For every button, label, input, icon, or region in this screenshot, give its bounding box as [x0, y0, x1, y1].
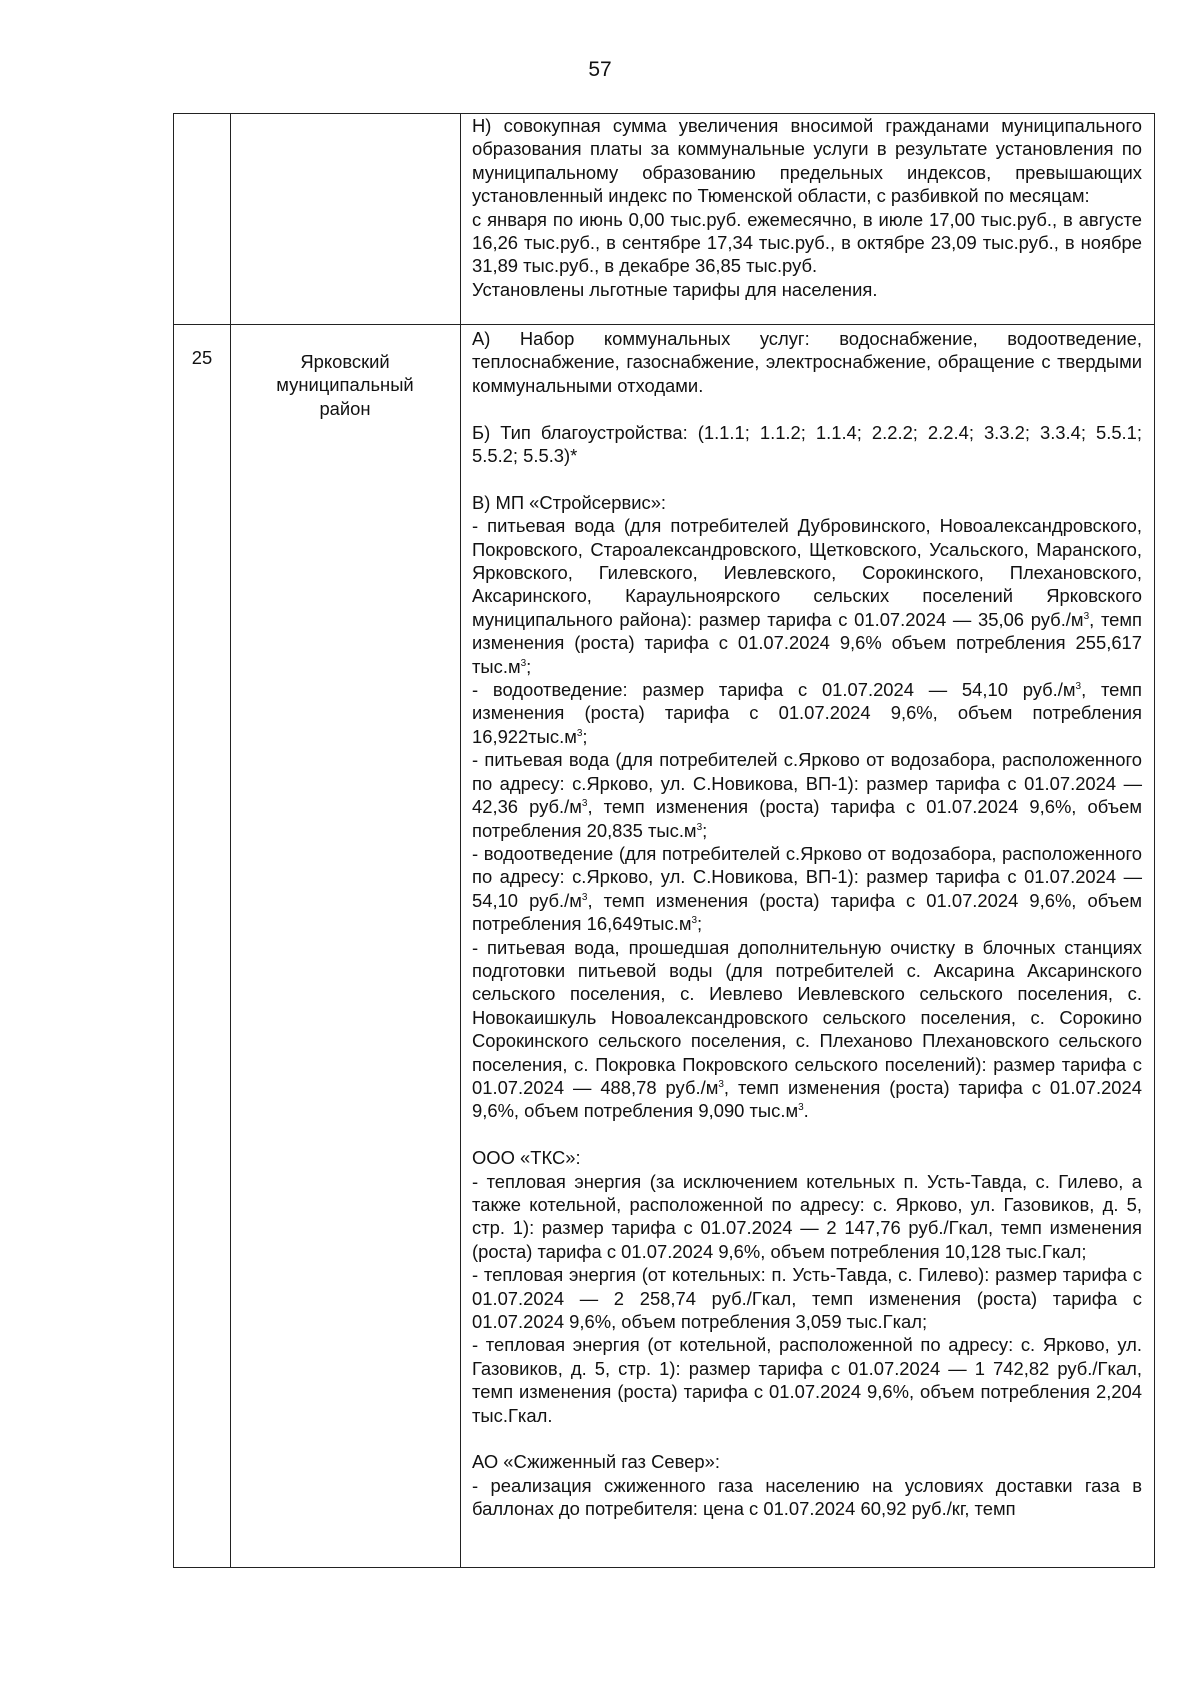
paragraph: ООО «ТКС»:	[472, 1147, 581, 1169]
paragraph: с января по июнь 0,00 тыс.руб. ежемесячно, в июле 17,00 тыс.руб., в августе 16,26 тыс.руб., в сентябре 17,34 тыс.руб., в октябре 23,09 тыс.руб., в ноябре 31,89 тыс.руб., в декабре 36,85 тыс.руб.	[472, 208, 1142, 277]
paragraph: - питьевая вода (для потребителей с.Ярково от водозабора, расположенного по адресу: с.Ярково, ул. С.Новикова, ВП-1): размер тарифа с 01.07.2024 — 42,36 $руб./м^3$, темп изменения (роста) тарифа с 01.07.2024 9,6%, объем потребления 20,835 $тыс.м^3$;	[472, 749, 1143, 841]
paragraph: - водоотведение (для потребителей с.Ярково от водозабора, расположенного по адресу: с.Ярково, ул. С.Новикова, ВП-1): размер тарифа с 01.07.2024 — 54,10 $руб./м^3$, темп изменения (роста) тарифа с 01.07.2024 9,6%, объем потребления $16,649тыс.м^3$;	[472, 842, 1143, 935]
paragraph: - тепловая энергия (от котельной, расположенной по адресу: с. Ярково, ул. Газовиков, д. 5, стр. 1): размер тарифа с 01.07.2024 — 1 742,82 руб./Гкал, темп изменения (роста) тарифа с 01.07.2024 9,6%, объем потребления 2,204 тыс.Гкал.	[472, 1334, 1142, 1426]
paragraph: - питьевая вода (для потребителей Дубровинского, Новоалександровского, Покровского, Староалександровского, Щетковского, Усальского, Маранского, Ярковского, Гилевского, Иевлевского, Сорокинского, Плехановского, Аксаринского, Караульноярского сельских поселений Ярковского муниципального района): размер тарифа с 01.07.2024 — 35,06 $руб./м^3$, темп изменения (роста) тарифа с 01.07.2024 9,6% объем потребления 255,617 $тыс.м^3$;	[472, 515, 1142, 677]
tariff-table	[173, 113, 1155, 1568]
page-number: 57	[588, 58, 612, 81]
paragraph: Н) совокупная сумма увеличения вносимой гражданами муниципального образования платы за коммунальные услуги в результате установления по муниципальному образованию предельных индексов, превышающих установленный индекс по Тюменской области, с разбивкой по месяцам:	[472, 115, 1142, 207]
paragraph: - тепловая энергия (от котельных: п. Усть-Тавда, с. Гилево): размер тарифа с 01.07.2024 — 2 258,74 руб./Гкал, темп изменения (роста) тарифа с 01.07.2024 9,6%, объем потребления 3,059 тыс.Гкал;	[472, 1264, 1142, 1333]
district-name-cell: Ярковский муниципальный район	[276, 351, 414, 419]
paragraph: - водоотведение: размер тарифа с 01.07.2024 — 54,10 $руб./м^3$, темп изменения (роста) тарифа с 01.07.2024 9,6%, объем потребления $16,922тыс.м^3$;	[472, 679, 1142, 747]
paragraph: В) МП «Стройсервис»:	[472, 491, 667, 513]
paragraph: АО «Сжиженный газ Север»:	[472, 1451, 720, 1473]
row-divider	[174, 324, 1154, 325]
previous-row-description-cell	[472, 114, 1142, 301]
paragraph: - питьевая вода, прошедшая дополнительную очистку в блочных станциях подготовки питьевой воды (для потребителей с. Аксарина Аксаринского сельского поселения, с. Иевлево Иевлевского сельского поселения, с. Новокаишкуль Новоалександровского сельского поселения, с. Сорокино Сорокинского сельского поселения, с. Плеханово Плехановского сельского поселения, с. Покровка Покровского сельского поселений): размер тарифа с 01.07.2024 — 488,78 $руб./м^3$, темп изменения (роста) тарифа с 01.07.2024 9,6%, объем потребления 9,090 $тыс.м^3$.	[472, 936, 1142, 1122]
column-divider-number	[230, 114, 231, 1567]
paragraph: - реализация сжиженного газа населению на условиях доставки газа в баллонах до потребителя: цена с 01.07.2024 60,92 руб./кг, темп	[472, 1474, 1142, 1520]
paragraph: Установлены льготные тарифы для населения.	[472, 278, 878, 300]
column-divider-district	[460, 114, 461, 1567]
row-number-cell: 25	[191, 347, 213, 368]
paragraph: Б) Тип благоустройства: (1.1.1; 1.1.2; 1.1.4; 2.2.2; 2.2.4; 3.3.2; 3.3.4; 5.5.1; 5.5.2; 5.5.3)*	[472, 421, 1142, 467]
row-25-description-cell	[472, 327, 1142, 1521]
paragraph: А) Набор коммунальных услуг: водоснабжение, водоотведение, теплоснабжение, газоснабжение, электроснабжение, обращение с твердыми коммунальными отходами.	[472, 328, 1142, 396]
paragraph: - тепловая энергия (за исключением котельных п. Усть-Тавда, с. Гилево, а также котельной, расположенной по адресу: с. Ярково, ул. Газовиков, д. 5, стр. 1): размер тарифа с 01.07.2024 — 2 147,76 руб./Гкал, темп изменения (роста) тарифа с 01.07.2024 9,6%, объем потребления 10,128 тыс.Гкал;	[472, 1170, 1142, 1262]
